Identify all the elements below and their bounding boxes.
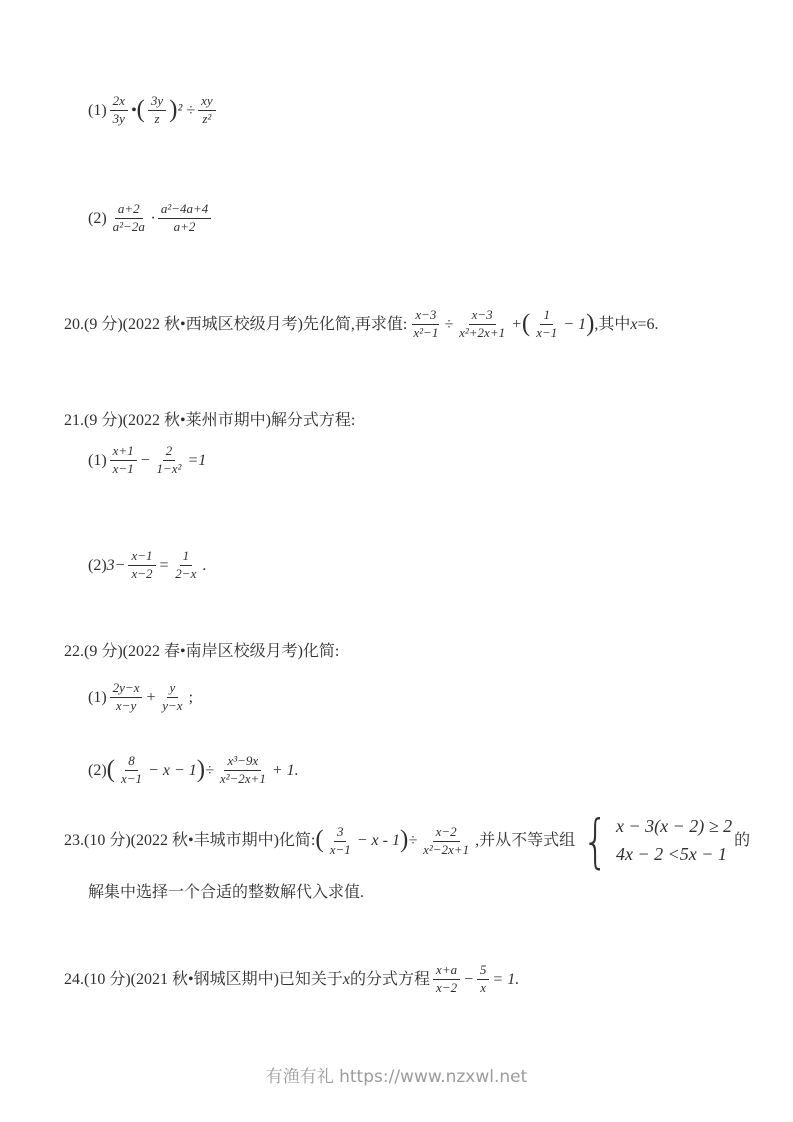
- math-text: −: [139, 451, 151, 469]
- fraction: $\frac{2}{\text{1−x²}}$: [156, 443, 182, 476]
- fraction: $\frac{1}{x-1}$: [536, 307, 558, 341]
- fraction: $\frac{3}{x-1}$: [329, 823, 351, 857]
- label-text: (: [315, 826, 324, 854]
- math-text: =: [158, 556, 170, 574]
- label-text: 解集中选择一个合适的整数解代入求值.: [88, 884, 365, 901]
- problem-22: [64, 641, 339, 663]
- label-text: 20.(9 分)(2022 秋•西城区校级月考)先化简,再求值:: [64, 316, 408, 334]
- fraction: $\frac{2x}{3y}$: [110, 94, 128, 127]
- left-brace: {: [582, 807, 609, 875]
- label-text: (1): [88, 688, 107, 706]
- math-text: ² ÷: [177, 102, 196, 120]
- label-text: (: [136, 96, 145, 123]
- label-text: 的: [734, 832, 751, 850]
- label-text: (2): [88, 209, 107, 227]
- math-text: − 1: [563, 316, 587, 334]
- problem-22-item-1: [88, 681, 193, 714]
- inequality-line: x − 3(x − 2) ≥ 2: [616, 816, 733, 837]
- math-text: ÷: [444, 316, 454, 334]
- footer-watermark: 有渔有礼 https://www.nzxwl.net: [265, 1067, 528, 1087]
- fraction: $\frac{x+1}{x-1}$: [110, 444, 137, 477]
- problem-20: [64, 308, 659, 342]
- problem-19-item-2: [88, 202, 214, 235]
- math-text: x: [630, 316, 638, 334]
- label-text: (1): [88, 102, 107, 120]
- label-text: ;: [188, 688, 194, 706]
- problem-24: [64, 963, 519, 996]
- label-text: 23.(10 分)(2022 秋•丰城市期中)化简:: [64, 832, 316, 850]
- math-text: x: [342, 970, 351, 988]
- label-text: =6.: [637, 316, 659, 334]
- label-text: ,并从不等式组: [475, 832, 576, 850]
- fraction: $\frac{xy}{\text{z²}}$: [198, 94, 216, 127]
- inequality-system: [577, 807, 733, 875]
- label-text: ,其中: [594, 316, 631, 334]
- math-text: −: [463, 970, 474, 988]
- math-text: = 1.: [492, 970, 520, 988]
- fraction: $\frac{x-2}{\text{x²−2x+1}}$: [423, 823, 470, 857]
- label-text: 21.(9 分)(2022 秋•莱州市期中)解分式方程:: [64, 412, 356, 429]
- label-text: (2): [88, 556, 107, 574]
- math-text: + 1.: [271, 762, 299, 780]
- fraction: $\frac{a+2}{\text{a²−2a}}$: [112, 201, 145, 234]
- fraction: $\frac{x-1}{x-2}$: [128, 549, 155, 582]
- math-text: +: [145, 688, 157, 706]
- fraction: $\frac{1}{2-x}$: [175, 548, 197, 581]
- math-text: 3−: [106, 556, 126, 574]
- math-text: ÷: [408, 832, 418, 850]
- fraction: $\frac{x+a}{x-2}$: [433, 963, 460, 996]
- fraction: $\frac{2y-x}{x-y}$: [110, 681, 143, 714]
- fraction: $\frac{5}{x}$: [477, 963, 490, 996]
- fraction: $\frac{y}{y-x}$: [162, 680, 183, 713]
- fraction: $\frac{8}{x-1}$: [120, 753, 143, 787]
- label-text: (: [106, 756, 115, 783]
- math-text: =1: [187, 451, 207, 469]
- inequality-line: 4x − 2 <5x − 1: [616, 844, 727, 864]
- math-text: ·: [150, 209, 155, 227]
- fraction: $\frac{x-3}{\text{x²+2x+1}}$: [459, 307, 506, 341]
- fraction: $\frac{x-3}{\text{x²−1}}$: [413, 307, 439, 341]
- label-text: ): [169, 96, 178, 123]
- fraction: $\frac{3y}{z}$: [148, 94, 166, 127]
- label-text: 24.(10 分)(2021 秋•钢城区期中)已知关于: [64, 970, 343, 988]
- label-text: (: [521, 310, 531, 337]
- problem-22-item-2: [88, 754, 299, 788]
- math-text: •: [130, 102, 137, 120]
- problem-23: [64, 807, 751, 875]
- problem-19-item-1: [88, 94, 219, 128]
- math-text: ÷: [205, 762, 214, 780]
- label-text: ): [196, 756, 206, 783]
- label-text: .: [202, 556, 207, 574]
- fraction: $\frac{\text{x³−9x}}{\text{x²−2x+1}}$: [219, 753, 266, 787]
- label-text: ): [586, 310, 595, 337]
- label-text: 22.(9 分)(2022 春•南岸区校级月考)化简:: [64, 643, 340, 660]
- fraction: $\frac{\text{a²−4a+4}}{a+2}$: [158, 202, 211, 235]
- label-text: (1): [88, 451, 107, 469]
- math-text: − x − 1: [148, 762, 197, 780]
- math-text: +: [511, 316, 522, 334]
- problem-21-item-2: [88, 549, 206, 582]
- problem-21: [64, 410, 355, 432]
- label-text: (2): [88, 762, 107, 780]
- math-text: − x - 1: [356, 832, 400, 850]
- label-text: ): [399, 826, 409, 854]
- problem-21-item-1: [88, 444, 206, 477]
- problem-23-continuation: [88, 882, 364, 904]
- label-text: 的分式方程: [350, 970, 431, 988]
